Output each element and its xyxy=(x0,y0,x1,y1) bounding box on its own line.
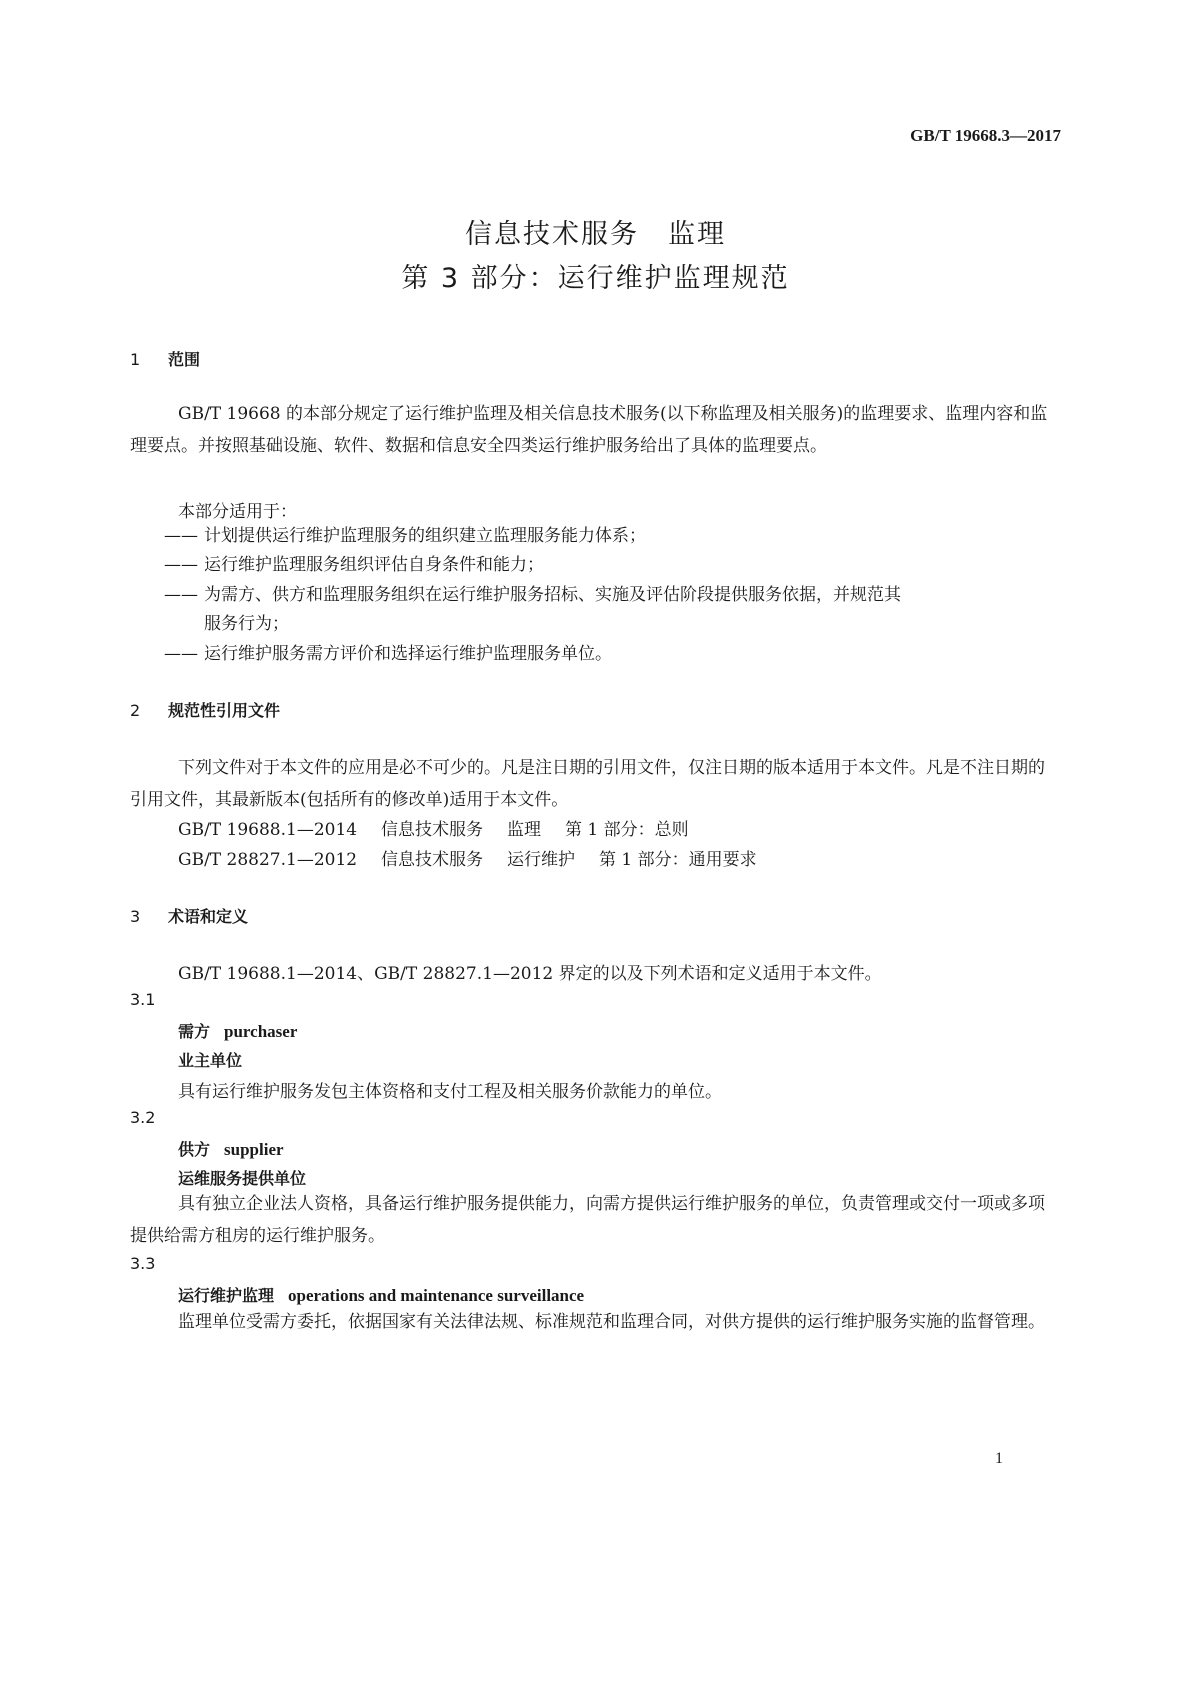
term-english: operations and maintenance surveillance xyxy=(288,1286,585,1305)
standard-code: GB/T 19668.3—2017 xyxy=(910,126,1061,145)
reference-title-part: 信息技术服务 xyxy=(381,820,483,840)
term-number: 3.2 xyxy=(130,1108,156,1127)
term-heading xyxy=(178,1019,297,1042)
document-subtitle: 第 3 部分：运行维护监理规范 xyxy=(401,263,790,294)
reference-title-part: 监理 xyxy=(507,820,541,840)
list-item xyxy=(164,550,544,575)
section-2-paragraph: 下列文件对于本文件的应用是必不可少的。凡是注日期的引用文件，仅注日期的版本适用于本文件。凡是不注日期的引用文件，其最新版本(包括所有的修改单)适用于本文件。 xyxy=(130,758,1045,810)
section-3-heading xyxy=(130,904,248,927)
list-item xyxy=(164,521,646,546)
section-1-heading xyxy=(130,347,200,370)
term-number: 3.1 xyxy=(130,990,156,1009)
section-number: 3 xyxy=(130,907,141,926)
document-title: 信息技术服务 监理 xyxy=(465,219,726,250)
section-title: 范围 xyxy=(168,350,201,369)
term-english: supplier xyxy=(224,1140,284,1159)
list-dash: —— xyxy=(164,555,198,575)
term-definition: 具有运行维护服务发包主体资格和支付工程及相关服务价款能力的单位。 xyxy=(178,1082,722,1102)
reference-code: GB/T 19688.1—2014 xyxy=(178,820,358,840)
term-number: 3.3 xyxy=(130,1254,156,1273)
list-item xyxy=(164,639,612,664)
term-chinese: 需方 xyxy=(178,1022,211,1041)
term-alternate: 业主单位 xyxy=(178,1051,243,1070)
reference-title-part: 运行维护 xyxy=(507,850,575,870)
list-dash: —— xyxy=(164,526,198,546)
term-alternate: 运维服务提供单位 xyxy=(178,1169,307,1188)
list-item-text: 为需方、供方和监理服务组织在运行维护服务招标、实施及评估阶段提供服务依据，并规范其 xyxy=(204,585,901,605)
list-dash: —— xyxy=(164,585,198,605)
applies-to-label: 本部分适用于： xyxy=(178,502,297,522)
list-item-text: 计划提供运行维护监理服务的组织建立监理服务能力体系； xyxy=(204,526,646,546)
list-item-text: 运行维护监理服务组织评估自身条件和能力； xyxy=(204,555,544,575)
term-english: purchaser xyxy=(224,1022,298,1041)
list-item xyxy=(164,580,901,605)
term-definition: 监理单位受需方委托，依据国家有关法律法规、标准规范和监理合同，对供方提供的运行维护服务实施的监督管理。 xyxy=(178,1312,1045,1332)
page-number: 1 xyxy=(995,1450,1003,1467)
term-definition: 具有独立企业法人资格，具备运行维护服务提供能力，向需方提供运行维护服务的单位，负责管理或交付一项或多项提供给需方租房的运行维护服务。 xyxy=(130,1194,1045,1246)
term-heading xyxy=(178,1283,584,1306)
section-title: 术语和定义 xyxy=(168,907,249,926)
term-chinese: 供方 xyxy=(178,1140,211,1159)
section-1-paragraph: GB/T 19668 的本部分规定了运行维护监理及相关信息技术服务(以下称监理及相关服务)的监理要求、监理内容和监理要点。并按照基础设施、软件、数据和信息安全四类运行维护服务给出了具体的监理要点。 xyxy=(130,404,1048,456)
reference-item xyxy=(178,845,757,870)
section-number: 1 xyxy=(130,350,141,369)
term-chinese: 运行维护监理 xyxy=(178,1286,275,1305)
section-3-intro: GB/T 19688.1—2014、GB/T 28827.1—2012 界定的以及下列术语和定义适用于本文件。 xyxy=(178,964,882,984)
reference-code: GB/T 28827.1—2012 xyxy=(178,850,358,870)
reference-title-part: 第 1 部分：总则 xyxy=(565,820,689,840)
section-title: 规范性引用文件 xyxy=(168,701,281,720)
list-dash: —— xyxy=(164,644,198,664)
section-number: 2 xyxy=(130,701,141,720)
section-2-heading xyxy=(130,698,280,721)
reference-title-part: 第 1 部分：通用要求 xyxy=(599,850,757,870)
list-item-continuation: 服务行为； xyxy=(204,614,289,634)
reference-title-part: 信息技术服务 xyxy=(381,850,483,870)
term-heading xyxy=(178,1137,284,1160)
list-item-text: 运行维护服务需方评价和选择运行维护监理服务单位。 xyxy=(204,644,612,664)
reference-item xyxy=(178,815,689,840)
